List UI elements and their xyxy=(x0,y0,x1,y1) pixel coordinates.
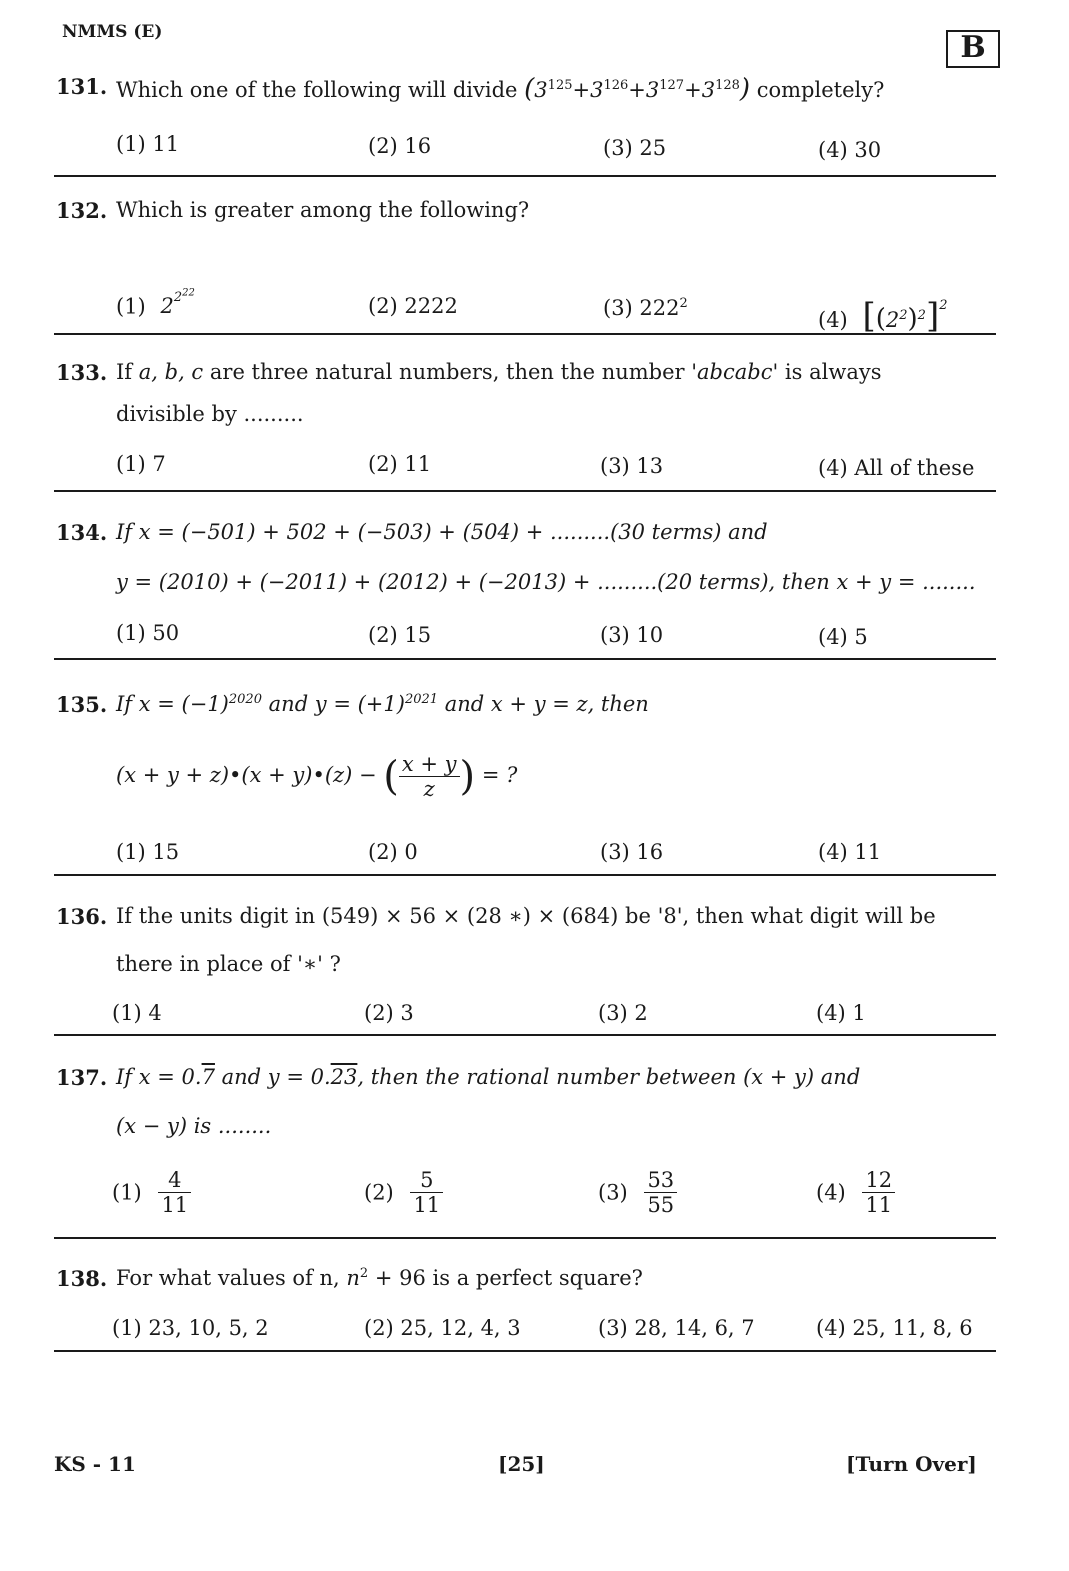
question-131 xyxy=(56,74,996,104)
option-136-2[interactable]: (2) 3 xyxy=(364,1001,414,1025)
option-131-2[interactable]: (2) 16 xyxy=(368,134,432,158)
option-138-4[interactable]: (4) 25, 11, 8, 6 xyxy=(816,1316,973,1340)
question-136-line2 xyxy=(56,952,996,982)
question-text: divisible by ......... xyxy=(116,402,304,426)
question-132 xyxy=(56,198,996,228)
question-text: For what values of n, $n^2 + 96$ is a perfect square? xyxy=(116,1266,643,1290)
page-number: [25] xyxy=(498,1452,545,1476)
question-text: If $x = (-1)^{2020}$ and $y = (+1)^{2021}$ and x + y = z, then xyxy=(116,692,649,716)
question-number: 133. xyxy=(56,360,108,385)
option-136-1[interactable]: (1) 4 xyxy=(112,1001,162,1025)
divider xyxy=(54,658,996,660)
divider xyxy=(54,874,996,876)
booklet-code: KS - 11 xyxy=(54,1452,136,1476)
question-text: Which one of the following will divide $(3^{125}+3^{126}+3^{127}+3^{128})$ completely? xyxy=(116,74,885,104)
divider xyxy=(54,333,996,335)
question-text: If a, b, c are three natural numbers, then the number 'abcabc' is always xyxy=(116,360,882,384)
option-134-1[interactable]: (1) 50 xyxy=(116,621,180,645)
divider xyxy=(54,1350,996,1352)
option-136-3[interactable]: (3) 2 xyxy=(598,1001,648,1025)
turn-over-label: [Turn Over] xyxy=(846,1452,977,1476)
divider xyxy=(54,175,996,177)
question-134-line2 xyxy=(56,570,996,600)
option-134-3[interactable]: (3) 10 xyxy=(600,623,664,647)
exam-header: NMMS (E) xyxy=(62,22,163,42)
option-137-1[interactable]: (1) $\frac{4}{11}$ xyxy=(112,1168,191,1217)
question-number: 135. xyxy=(56,692,108,717)
question-137-line2 xyxy=(56,1114,996,1144)
option-138-3[interactable]: (3) 28, 14, 6, 7 xyxy=(598,1316,755,1340)
option-131-3[interactable]: (3) 25 xyxy=(603,136,667,160)
question-text: y = (2010) + (−2011) + (2012) + (−2013) + .........(20 terms), then x + y = ........ xyxy=(116,570,976,594)
question-136 xyxy=(56,904,996,934)
option-131-4[interactable]: (4) 30 xyxy=(818,138,882,162)
option-137-2[interactable]: (2) $\frac{5}{11}$ xyxy=(364,1168,443,1217)
question-number: 132. xyxy=(56,198,108,223)
question-text: (x + y + z)•(x + y)•(z) − ( $\frac{x + y}{z}$ ) = ? xyxy=(116,752,518,802)
question-133 xyxy=(56,360,996,390)
question-number: 136. xyxy=(56,904,108,929)
option-133-1[interactable]: (1) 7 xyxy=(116,452,166,476)
question-133-line2 xyxy=(56,402,996,432)
option-134-4[interactable]: (4) 5 xyxy=(818,625,868,649)
divider xyxy=(54,1034,996,1036)
question-134 xyxy=(56,520,996,550)
divider xyxy=(54,1237,996,1239)
option-131-1[interactable]: (1) 11 xyxy=(116,132,180,156)
option-137-4[interactable]: (4) $\frac{12}{11}$ xyxy=(816,1168,895,1217)
divider xyxy=(54,490,996,492)
option-135-2[interactable]: (2) 0 xyxy=(368,840,418,864)
question-135-line2 xyxy=(56,752,996,812)
question-text: If the units digit in (549) × 56 × (28 ∗) × (684) be '8', then what digit will be xyxy=(116,904,936,928)
option-134-2[interactable]: (2) 15 xyxy=(368,623,432,647)
option-133-2[interactable]: (2) 11 xyxy=(368,452,432,476)
question-number: 131. xyxy=(56,74,108,99)
question-text: (x − y) is ........ xyxy=(116,1114,272,1138)
question-text: there in place of '∗' ? xyxy=(116,952,341,976)
question-text: Which is greater among the following? xyxy=(116,198,530,222)
option-136-4[interactable]: (4) 1 xyxy=(816,1001,866,1025)
question-137 xyxy=(56,1065,996,1095)
option-135-3[interactable]: (3) 16 xyxy=(600,840,664,864)
question-138 xyxy=(56,1266,996,1296)
question-text: If x = (−501) + 502 + (−503) + (504) + .........(30 terms) and xyxy=(116,520,768,544)
option-132-1[interactable]: (1) $2^{2^{22}}$ xyxy=(116,288,195,319)
question-number: 134. xyxy=(56,520,108,545)
option-132-4[interactable]: (4) $[(2^2)^2]^2$ xyxy=(818,296,948,336)
question-number: 137. xyxy=(56,1065,108,1090)
option-138-1[interactable]: (1) 23, 10, 5, 2 xyxy=(112,1316,269,1340)
option-137-3[interactable]: (3) $\frac{53}{55}$ xyxy=(598,1168,677,1217)
option-135-1[interactable]: (1) 15 xyxy=(116,840,180,864)
option-138-2[interactable]: (2) 25, 12, 4, 3 xyxy=(364,1316,521,1340)
question-number: 138. xyxy=(56,1266,108,1291)
option-133-4[interactable]: (4) All of these xyxy=(818,456,975,480)
option-132-3[interactable]: (3) $222^2$ xyxy=(603,296,688,320)
booklet-code-badge: B xyxy=(946,30,1000,68)
question-135 xyxy=(56,692,996,722)
question-text: If x = 0.7 and y = 0.23, then the rational number between (x + y) and xyxy=(116,1065,861,1089)
option-133-3[interactable]: (3) 13 xyxy=(600,454,664,478)
option-132-2[interactable]: (2) 2222 xyxy=(368,294,458,318)
option-135-4[interactable]: (4) 11 xyxy=(818,840,882,864)
